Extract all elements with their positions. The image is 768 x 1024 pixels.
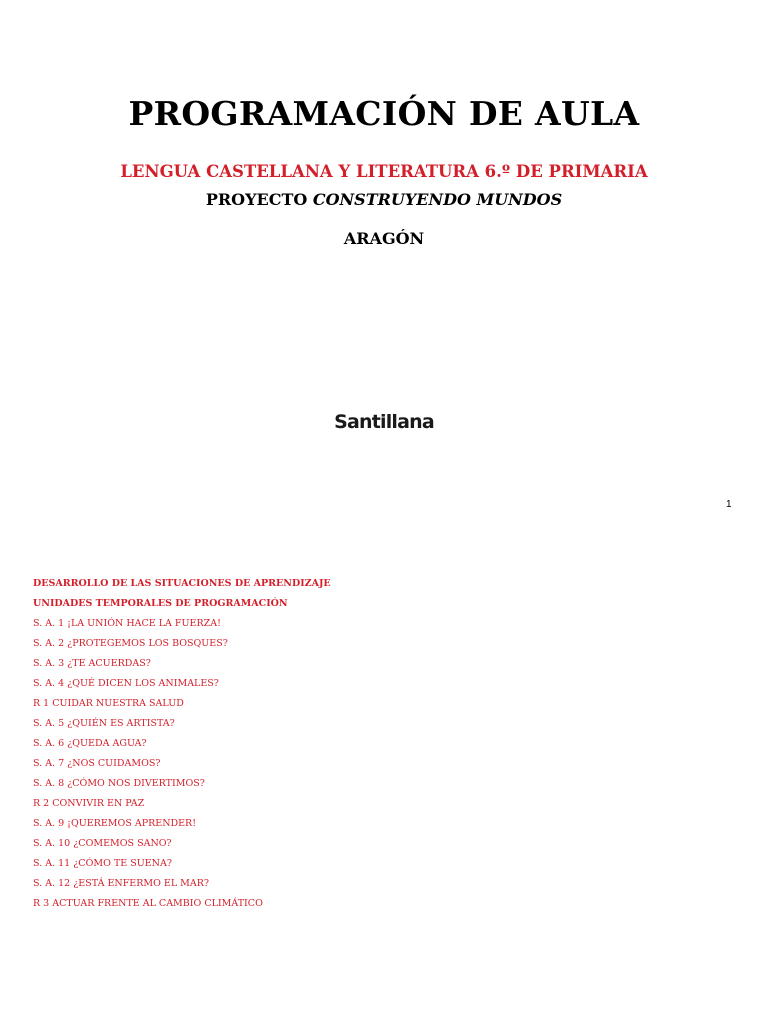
toc-item[interactable]: S. A. 5 ¿QUIÉN ES ARTISTA?	[33, 718, 175, 729]
toc-item[interactable]: S. A. 8 ¿CÓMO NOS DIVERTIMOS?	[33, 778, 205, 789]
toc-item[interactable]: S. A. 3 ¿TE ACUERDAS?	[33, 658, 151, 669]
table-of-contents	[33, 574, 733, 914]
toc-heading[interactable]: UNIDADES TEMPORALES DE PROGRAMACIÓN	[33, 598, 288, 609]
page-title: PROGRAMACIÓN DE AULA	[128, 94, 640, 133]
toc-item[interactable]: S. A. 12 ¿ESTÁ ENFERMO EL MAR?	[33, 878, 210, 889]
project-name: CONSTRUYENDO MUNDOS	[312, 190, 563, 209]
toc-item[interactable]: S. A. 9 ¡QUEREMOS APRENDER!	[33, 818, 197, 829]
project-prefix: PROYECTO	[205, 190, 308, 209]
page-number: 1	[726, 499, 732, 510]
publisher-logo: Santillana	[334, 411, 434, 433]
toc-item[interactable]: S. A. 2 ¿PROTEGEMOS LOS BOSQUES?	[33, 638, 228, 649]
toc-heading[interactable]: DESARROLLO DE LAS SITUACIONES DE APRENDIZAJE	[33, 578, 331, 589]
toc-item[interactable]: R 2 CONVIVIR EN PAZ	[33, 798, 145, 809]
toc-item[interactable]: S. A. 6 ¿QUEDA AGUA?	[33, 738, 147, 749]
region-label: ARAGÓN	[343, 229, 425, 248]
toc-item[interactable]: S. A. 11 ¿CÓMO TE SUENA?	[33, 858, 172, 869]
subject-subtitle: LENGUA CASTELLANA Y LITERATURA 6.º DE PRIMARIA	[120, 162, 648, 181]
toc-item[interactable]: S. A. 4 ¿QUÉ DICEN LOS ANIMALES?	[33, 678, 219, 689]
toc-item[interactable]: S. A. 10 ¿COMEMOS SANO?	[33, 838, 172, 849]
toc-item[interactable]: R 1 CUIDAR NUESTRA SALUD	[33, 698, 184, 709]
toc-item[interactable]: S. A. 1 ¡LA UNIÓN HACE LA FUERZA!	[33, 618, 221, 629]
project-line	[0, 190, 768, 209]
toc-item[interactable]: R 3 ACTUAR FRENTE AL CAMBIO CLIMÁTICO	[33, 898, 263, 909]
toc-item[interactable]: S. A. 7 ¿NOS CUIDAMOS?	[33, 758, 161, 769]
